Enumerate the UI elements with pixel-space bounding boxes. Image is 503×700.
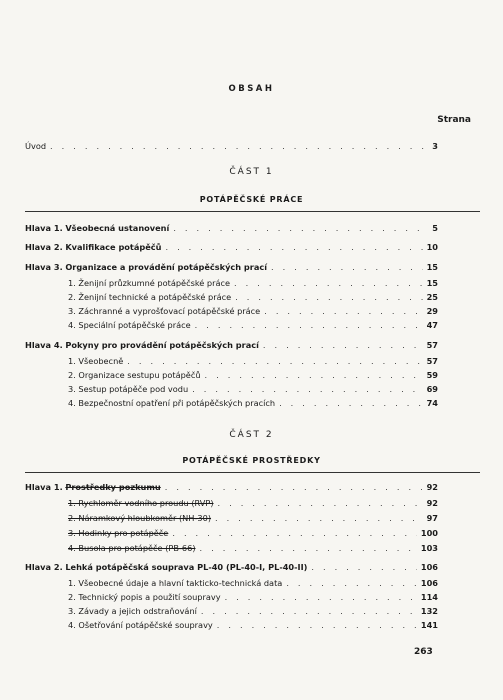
toc-section — [68, 498, 438, 509]
toc-section — [68, 513, 438, 524]
toc-entry-page: 57 — [426, 356, 438, 366]
toc-section — [68, 528, 438, 539]
leader-dots — [271, 262, 423, 273]
toc-entry-page: 100 — [420, 528, 438, 538]
toc-section — [68, 620, 438, 631]
toc-chapter — [25, 262, 438, 273]
toc-section — [68, 320, 438, 331]
part-title: ČÁST 1 — [229, 167, 274, 177]
toc-section — [68, 356, 438, 367]
toc-entry-page: 59 — [426, 370, 438, 380]
chapter-title: Prostředky pozkumu — [65, 482, 161, 492]
toc-section — [68, 592, 438, 603]
section-title: 4. Busola pro potápěče (PB-66) — [68, 543, 196, 553]
toc-entry-page: 29 — [426, 306, 438, 316]
toc-entry-page: 15 — [426, 262, 438, 272]
toc-section — [68, 306, 438, 317]
toc-entry-label: Úvod — [25, 141, 47, 151]
section-title: 3. Závady a jejich odstraňování — [68, 606, 197, 616]
chapter-prefix: Hlava 2. — [25, 562, 63, 572]
chapter-prefix: Hlava 1. — [25, 223, 63, 233]
toc-section — [68, 370, 438, 381]
toc-entry-page: 106 — [420, 562, 438, 572]
toc-chapter — [25, 482, 438, 493]
leader-dots — [192, 384, 422, 395]
section-title: 4. Bezpečnostní opatření při potápěčských pracích — [68, 398, 276, 408]
toc-chapter — [25, 562, 438, 573]
divider — [25, 472, 480, 473]
chapter-prefix: Hlava 1. — [25, 482, 63, 492]
toc-entry-page: 57 — [426, 340, 438, 350]
leader-dots — [195, 320, 423, 331]
leader-dots — [173, 223, 428, 234]
toc-entry-page: 114 — [420, 592, 438, 602]
leader-dots — [165, 482, 423, 493]
toc-entry-page: 103 — [420, 543, 438, 553]
leader-dots — [217, 620, 417, 631]
leader-dots — [200, 543, 417, 554]
toc-entry-page: 97 — [426, 513, 438, 523]
leader-dots — [263, 340, 423, 351]
chapter-prefix: Hlava 2. — [25, 242, 63, 252]
leader-dots — [165, 242, 422, 253]
chapter-title: Kvalifikace potápěčů — [65, 242, 162, 252]
toc-entry-page: 106 — [420, 578, 438, 588]
leader-dots — [311, 562, 417, 573]
toc-entry-page: 92 — [426, 498, 438, 508]
chapter-prefix: Hlava 4. — [25, 340, 63, 350]
toc-entry-page: 15 — [426, 278, 438, 288]
toc-entry-page: 25 — [426, 292, 438, 302]
section-title: 3. Sestup potápěče pod vodu — [68, 384, 189, 394]
page-column-label: Strana — [437, 115, 471, 125]
leader-dots — [264, 306, 422, 317]
toc-chapter — [25, 223, 438, 234]
toc-chapter — [25, 242, 438, 253]
toc-entry-page: 10 — [426, 242, 438, 252]
part-subtitle: POTÁPĚČSKÉ PROSTŘEDKY — [182, 456, 321, 465]
toc-section — [68, 278, 438, 289]
section-title: 2. Technický popis a použití soupravy — [68, 592, 221, 602]
toc-section — [68, 543, 438, 554]
section-title: 2. Ženijní technické a potápěčské práce — [68, 292, 232, 302]
chapter-title: Všeobecná ustanovení — [65, 223, 170, 233]
section-title: 2. Náramkový hloubkoměr (NH-30) — [68, 513, 212, 523]
section-title: 3. Záchranné a vyprošťovací potápěčské práce — [68, 306, 261, 316]
page-number: 263 — [414, 647, 433, 657]
leader-dots — [234, 278, 423, 289]
section-title: 1. Rychloměr vodního proudu (RVP) — [68, 498, 214, 508]
toc-entry-page: 5 — [432, 223, 438, 233]
toc-section — [68, 606, 438, 617]
toc-entry-page: 92 — [426, 482, 438, 492]
leader-dots — [235, 292, 422, 303]
divider — [25, 211, 480, 212]
section-title: 4. Speciální potápěčské práce — [68, 320, 191, 330]
leader-dots — [286, 578, 417, 589]
leader-dots — [201, 606, 417, 617]
leader-dots — [50, 141, 428, 152]
section-title: 1. Všeobecné údaje a hlavní takticko-technická data — [68, 578, 283, 588]
section-title: 2. Organizace sestupu potápěčů — [68, 370, 201, 380]
section-title: 1. Všeobecně — [68, 356, 124, 366]
chapter-title: Organizace a provádění potápěčských prací — [65, 262, 268, 272]
toc-section — [68, 578, 438, 589]
toc-entry-page: 69 — [426, 384, 438, 394]
section-title: 1. Ženijní průzkumné potápěčské práce — [68, 278, 231, 288]
toc-entry-page: 141 — [420, 620, 438, 630]
page-heading: OBSAH — [228, 84, 275, 94]
leader-dots — [172, 528, 417, 539]
toc-section — [68, 384, 438, 395]
toc-entry-page: 132 — [420, 606, 438, 616]
toc-entry-page: 47 — [426, 320, 438, 330]
leader-dots — [225, 592, 417, 603]
toc-entry-page: 74 — [426, 398, 438, 408]
leader-dots — [205, 370, 423, 381]
leader-dots — [218, 498, 423, 509]
part-title: ČÁST 2 — [229, 430, 274, 440]
leader-dots — [215, 513, 423, 524]
section-title: 4. Ošetřování potápěčské soupravy — [68, 620, 213, 630]
toc-entry-page: 3 — [432, 141, 438, 151]
chapter-title: Pokyny pro provádění potápěčských prací — [65, 340, 259, 350]
chapter-prefix: Hlava 3. — [25, 262, 63, 272]
toc-chapter — [25, 340, 438, 351]
part-subtitle: POTÁPĚČSKÉ PRÁCE — [199, 195, 304, 204]
leader-dots — [279, 398, 423, 409]
toc-section — [68, 398, 438, 409]
toc-section — [68, 292, 438, 303]
toc-entry-intro — [25, 141, 438, 152]
leader-dots — [127, 356, 422, 367]
section-title: 3. Hodinky pro potápěče — [68, 528, 169, 538]
chapter-title: Lehká potápěčská souprava PL-40 (PL-40-I, PL-40-II) — [65, 562, 308, 572]
